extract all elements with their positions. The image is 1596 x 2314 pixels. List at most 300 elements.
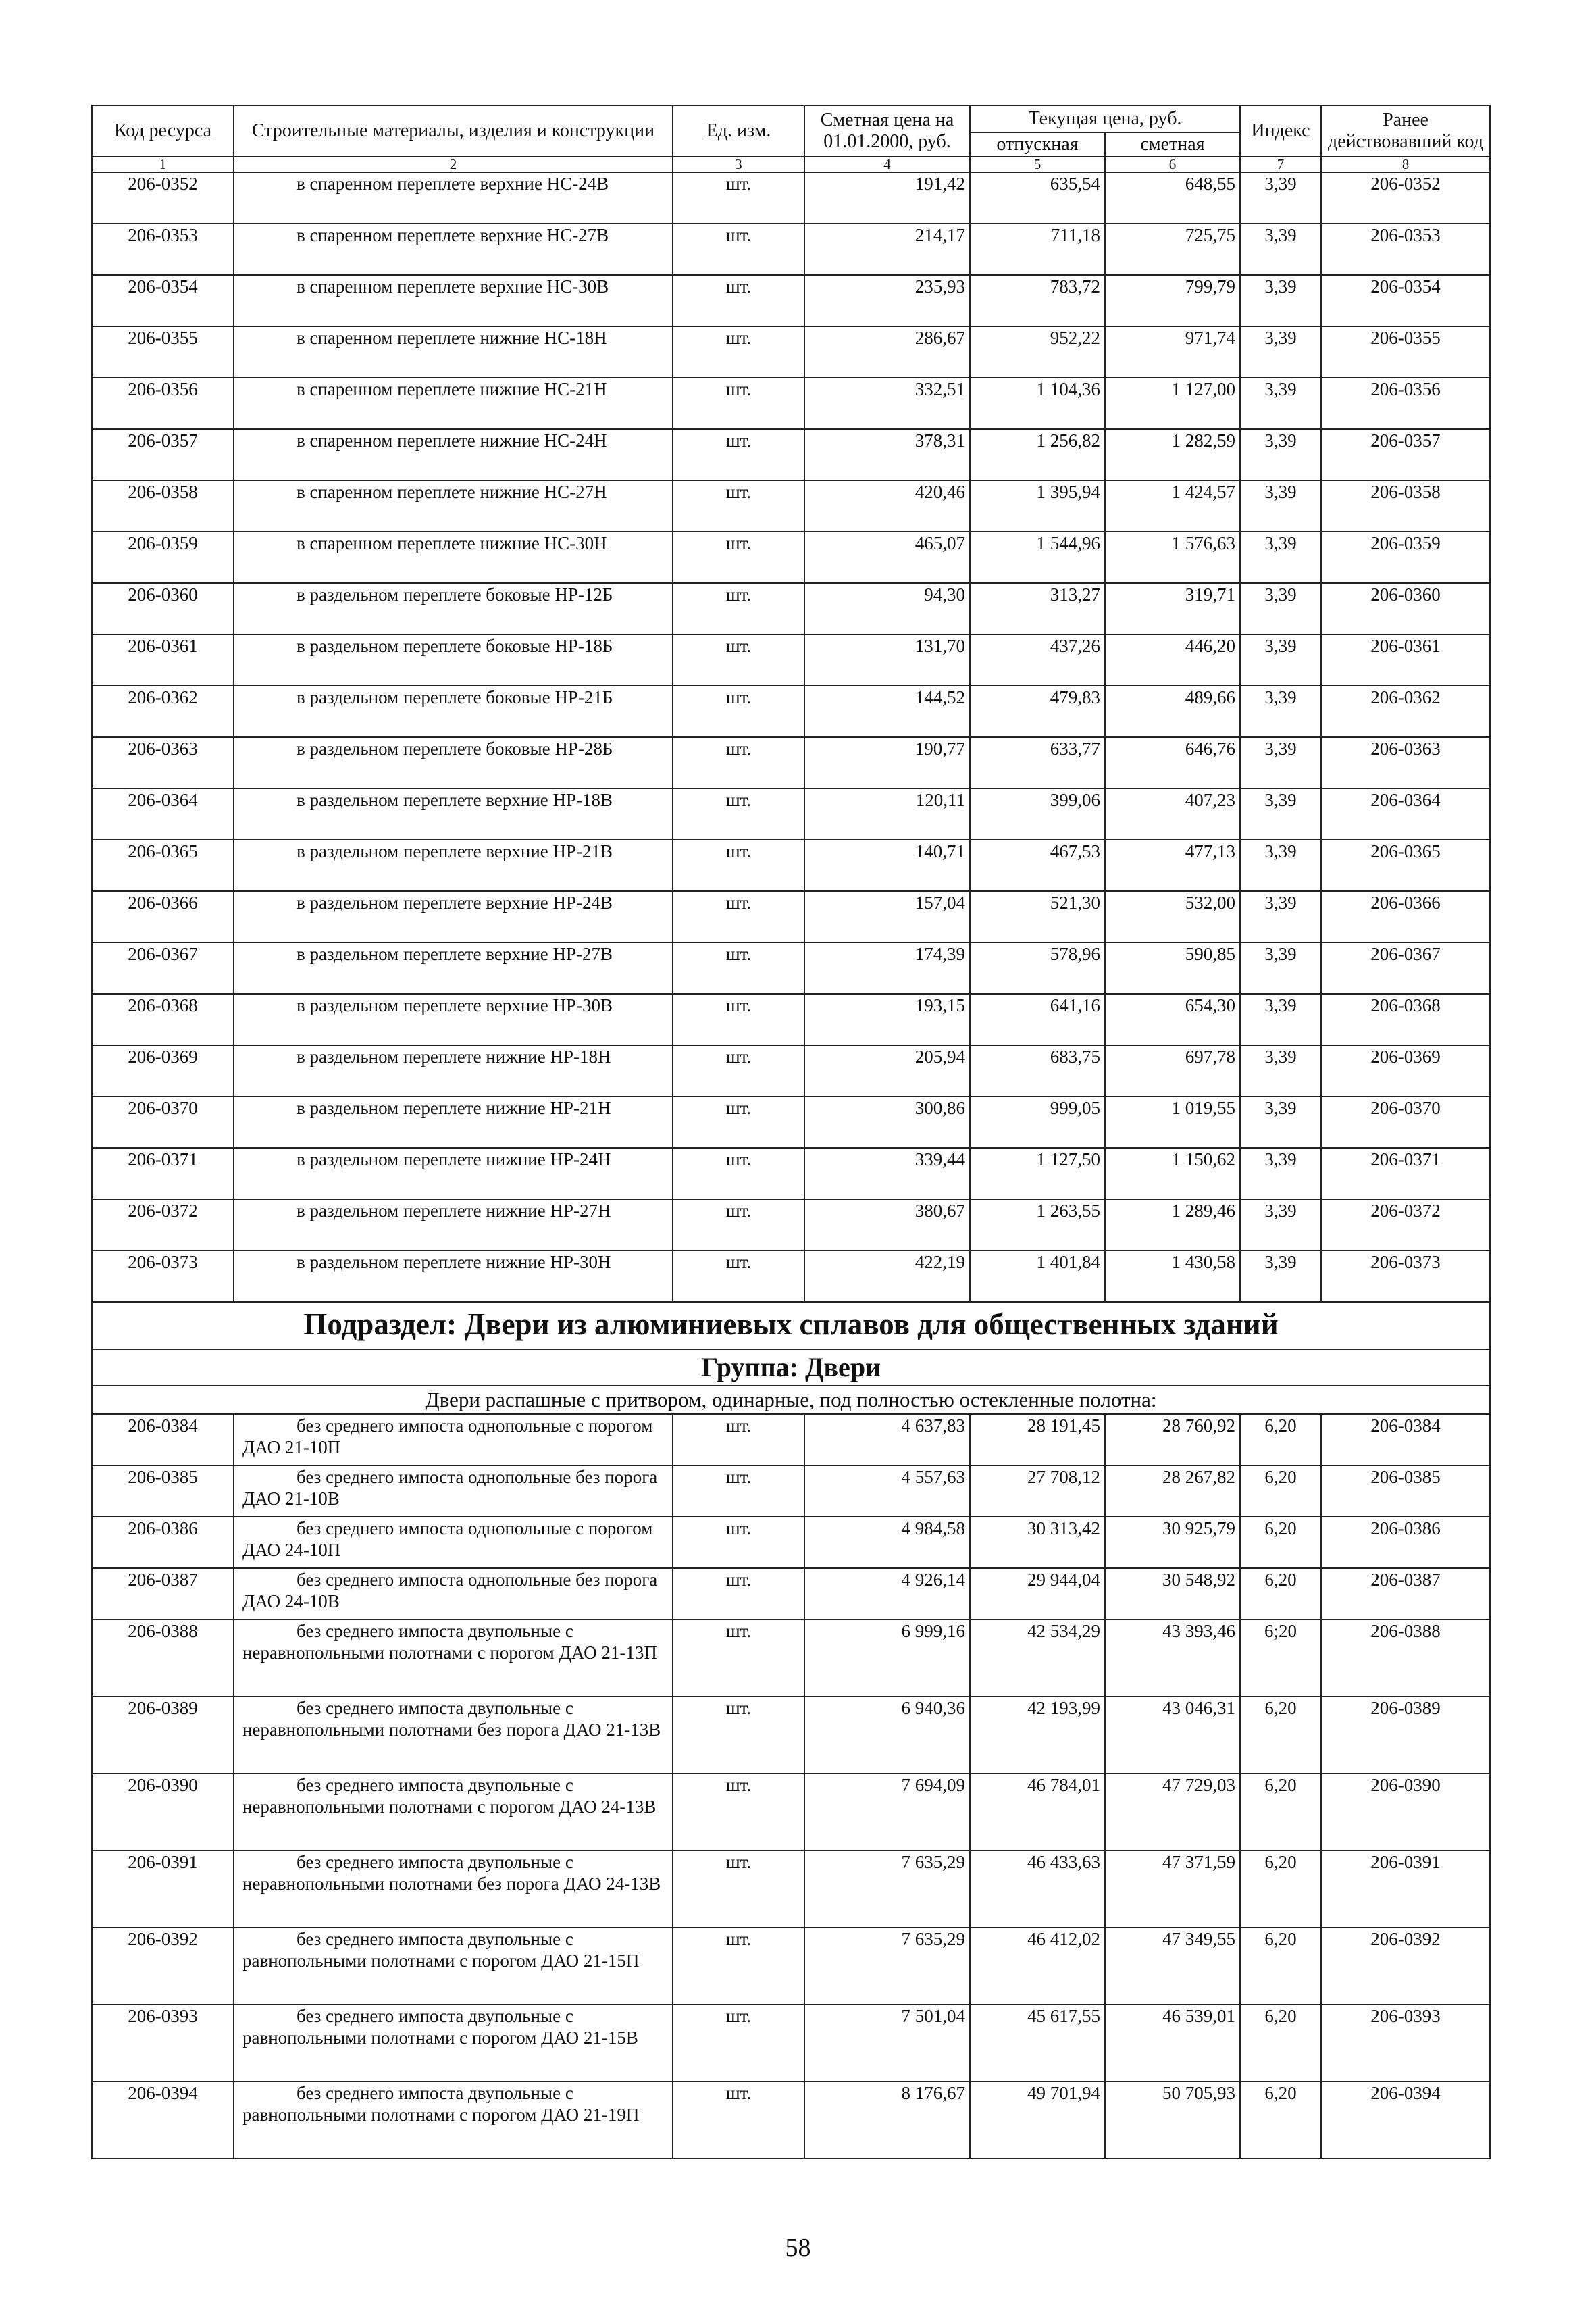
table-row	[92, 1465, 1490, 1517]
resource-code: 206-0358	[92, 480, 234, 532]
price-index: 3,39	[1240, 429, 1321, 480]
estimate-price: 971,74	[1105, 326, 1240, 378]
price-index: 3,39	[1240, 326, 1321, 378]
material-name	[234, 891, 673, 942]
wholesale-price: 1 401,84	[970, 1251, 1105, 1302]
wholesale-price: 30 313,42	[970, 1517, 1105, 1568]
unit-of-measure: шт.	[673, 378, 804, 429]
wholesale-price: 42 534,29	[970, 1619, 1105, 1696]
base-price: 465,07	[804, 532, 970, 583]
unit-of-measure: шт.	[673, 1251, 804, 1302]
base-price: 8 176,67	[804, 2082, 970, 2159]
column-number: 4	[804, 157, 970, 172]
material-name-text: без среднего импоста однопольные без порога ДАО 24-10В	[242, 1569, 658, 1611]
previous-code: 206-0373	[1321, 1251, 1490, 1302]
unit-of-measure: шт.	[673, 1568, 804, 1619]
table-row	[92, 532, 1490, 583]
previous-code: 206-0388	[1321, 1619, 1490, 1696]
material-name	[234, 1251, 673, 1302]
price-index: 3,39	[1240, 532, 1321, 583]
material-name-text: в спаренном переплете нижние НС-24Н	[297, 430, 607, 451]
wholesale-price: 28 191,45	[970, 1414, 1105, 1465]
estimate-price: 407,23	[1105, 788, 1240, 840]
table-row	[92, 583, 1490, 634]
material-name	[234, 686, 673, 737]
resource-code: 206-0391	[92, 1851, 234, 1928]
material-name-text: в раздельном переплете нижние НР-30Н	[297, 1252, 611, 1272]
price-index: 6,20	[1240, 1774, 1321, 1851]
previous-code: 206-0366	[1321, 891, 1490, 942]
unit-of-measure: шт.	[673, 994, 804, 1045]
estimate-price: 799,79	[1105, 275, 1240, 326]
column-number: 7	[1240, 157, 1321, 172]
price-index: 6;20	[1240, 1619, 1321, 1696]
resource-code: 206-0393	[92, 2005, 234, 2082]
unit-of-measure: шт.	[673, 942, 804, 994]
unit-of-measure: шт.	[673, 1465, 804, 1517]
material-name	[234, 275, 673, 326]
previous-code: 206-0353	[1321, 224, 1490, 275]
unit-of-measure: шт.	[673, 891, 804, 942]
estimate-price: 30 925,79	[1105, 1517, 1240, 1568]
resource-code: 206-0367	[92, 942, 234, 994]
estimate-price: 654,30	[1105, 994, 1240, 1045]
estimate-price: 28 267,82	[1105, 1465, 1240, 1517]
price-index: 3,39	[1240, 583, 1321, 634]
estimate-price: 30 548,92	[1105, 1568, 1240, 1619]
unit-of-measure: шт.	[673, 1199, 804, 1251]
resource-code: 206-0360	[92, 583, 234, 634]
price-index: 3,39	[1240, 840, 1321, 891]
resource-code: 206-0357	[92, 429, 234, 480]
estimate-price: 477,13	[1105, 840, 1240, 891]
estimate-price: 1 424,57	[1105, 480, 1240, 532]
price-index: 3,39	[1240, 994, 1321, 1045]
wholesale-price: 1 104,36	[970, 378, 1105, 429]
header-current-price: Текущая цена, руб.	[970, 105, 1240, 132]
material-name-text: без среднего импоста двупольные с неравнопольными полотнами с порогом ДАО 24-13В	[242, 1775, 657, 1817]
material-name	[234, 737, 673, 788]
table-row	[92, 1199, 1490, 1251]
price-index: 3,39	[1240, 686, 1321, 737]
material-name-text: в раздельном переплете верхние НР-27В	[297, 944, 613, 964]
base-price: 144,52	[804, 686, 970, 737]
material-name-text: в раздельном переплете верхние НР-30В	[297, 995, 613, 1015]
material-name-text: в раздельном переплете нижние НР-27Н	[297, 1201, 611, 1221]
table-row	[92, 1517, 1490, 1568]
estimate-price: 47 349,55	[1105, 1928, 1240, 2005]
estimate-price: 1 127,00	[1105, 378, 1240, 429]
material-name	[234, 1465, 673, 1517]
material-name-text: в раздельном переплете нижние НР-21Н	[297, 1098, 611, 1118]
material-name-text: в спаренном переплете верхние НС-27В	[297, 225, 609, 245]
resource-code: 206-0390	[92, 1774, 234, 1851]
wholesale-price: 635,54	[970, 172, 1105, 224]
material-name-text: в раздельном переплете боковые НР-18Б	[297, 636, 613, 656]
material-name	[234, 840, 673, 891]
wholesale-price: 45 617,55	[970, 2005, 1105, 2082]
resource-code: 206-0355	[92, 326, 234, 378]
material-name-text: без среднего импоста двупольные с равнопольными полотнами с порогом ДАО 21-15П	[242, 1929, 640, 1971]
unit-of-measure: шт.	[673, 1414, 804, 1465]
material-name-text: в спаренном переплете верхние НС-30В	[297, 276, 609, 297]
base-price: 7 501,04	[804, 2005, 970, 2082]
price-index: 3,39	[1240, 1045, 1321, 1097]
resource-code: 206-0361	[92, 634, 234, 686]
unit-of-measure: шт.	[673, 224, 804, 275]
table-row	[92, 1251, 1490, 1302]
resource-code: 206-0392	[92, 1928, 234, 2005]
previous-code: 206-0354	[1321, 275, 1490, 326]
column-number: 3	[673, 157, 804, 172]
estimate-price: 446,20	[1105, 634, 1240, 686]
base-price: 4 984,58	[804, 1517, 970, 1568]
header-previous-code: Ранее действовавший код	[1321, 105, 1490, 157]
price-table	[91, 105, 1491, 2159]
wholesale-price: 711,18	[970, 224, 1105, 275]
table-row	[92, 840, 1490, 891]
wholesale-price: 46 433,63	[970, 1851, 1105, 1928]
unit-of-measure: шт.	[673, 1851, 804, 1928]
base-price: 339,44	[804, 1148, 970, 1199]
table-row	[92, 994, 1490, 1045]
material-name	[234, 532, 673, 583]
material-name	[234, 1148, 673, 1199]
material-name	[234, 1568, 673, 1619]
unit-of-measure: шт.	[673, 1148, 804, 1199]
previous-code: 206-0370	[1321, 1097, 1490, 1148]
group-description-row	[92, 1386, 1490, 1414]
wholesale-price: 1 263,55	[970, 1199, 1105, 1251]
resource-code: 206-0387	[92, 1568, 234, 1619]
material-name-text: в раздельном переплете боковые НР-21Б	[297, 687, 613, 707]
base-price: 6 940,36	[804, 1696, 970, 1774]
wholesale-price: 42 193,99	[970, 1696, 1105, 1774]
resource-code: 206-0384	[92, 1414, 234, 1465]
resource-code: 206-0369	[92, 1045, 234, 1097]
unit-of-measure: шт.	[673, 788, 804, 840]
previous-code: 206-0358	[1321, 480, 1490, 532]
previous-code: 206-0355	[1321, 326, 1490, 378]
wholesale-price: 1 544,96	[970, 532, 1105, 583]
base-price: 7 635,29	[804, 1851, 970, 1928]
previous-code: 206-0390	[1321, 1774, 1490, 1851]
previous-code: 206-0362	[1321, 686, 1490, 737]
table-row	[92, 2005, 1490, 2082]
material-name-text: без среднего импоста однопольные без порога ДАО 21-10В	[242, 1467, 658, 1509]
material-name	[234, 634, 673, 686]
header-row	[92, 105, 1490, 132]
table-row	[92, 1414, 1490, 1465]
price-index: 3,39	[1240, 634, 1321, 686]
base-price: 286,67	[804, 326, 970, 378]
price-index: 3,39	[1240, 788, 1321, 840]
estimate-price: 590,85	[1105, 942, 1240, 994]
price-index: 6,20	[1240, 1465, 1321, 1517]
wholesale-price: 29 944,04	[970, 1568, 1105, 1619]
table-row	[92, 737, 1490, 788]
base-price: 4 637,83	[804, 1414, 970, 1465]
resource-code: 206-0366	[92, 891, 234, 942]
estimate-price: 1 282,59	[1105, 429, 1240, 480]
material-name	[234, 583, 673, 634]
resource-code: 206-0388	[92, 1619, 234, 1696]
previous-code: 206-0352	[1321, 172, 1490, 224]
column-number: 5	[970, 157, 1105, 172]
material-name-text: без среднего импоста двупольные с равнопольными полотнами с порогом ДАО 21-15В	[242, 2006, 638, 2048]
unit-of-measure: шт.	[673, 2005, 804, 2082]
unit-of-measure: шт.	[673, 1517, 804, 1568]
table-row	[92, 1928, 1490, 2005]
estimate-price: 1 019,55	[1105, 1097, 1240, 1148]
wholesale-price: 999,05	[970, 1097, 1105, 1148]
wholesale-price: 641,16	[970, 994, 1105, 1045]
unit-of-measure: шт.	[673, 429, 804, 480]
previous-code: 206-0359	[1321, 532, 1490, 583]
base-price: 420,46	[804, 480, 970, 532]
table-row	[92, 788, 1490, 840]
previous-code: 206-0385	[1321, 1465, 1490, 1517]
estimate-price: 1 576,63	[1105, 532, 1240, 583]
resource-code: 206-0371	[92, 1148, 234, 1199]
wholesale-price: 1 395,94	[970, 480, 1105, 532]
wholesale-price: 683,75	[970, 1045, 1105, 1097]
material-name-text: без среднего импоста двупольные с неравнопольными полотнами с порогом ДАО 21-13П	[242, 1621, 657, 1663]
price-index: 6,20	[1240, 1696, 1321, 1774]
resource-code: 206-0356	[92, 378, 234, 429]
resource-code: 206-0373	[92, 1251, 234, 1302]
previous-code: 206-0369	[1321, 1045, 1490, 1097]
group-description: Двери распашные с притвором, одинарные, под полностью остекленные полотна:	[92, 1386, 1490, 1414]
wholesale-price: 399,06	[970, 788, 1105, 840]
material-name	[234, 2005, 673, 2082]
table-row	[92, 1568, 1490, 1619]
price-table-body	[92, 105, 1490, 2159]
table-row	[92, 326, 1490, 378]
unit-of-measure: шт.	[673, 326, 804, 378]
estimate-price: 319,71	[1105, 583, 1240, 634]
base-price: 7 694,09	[804, 1774, 970, 1851]
price-table-sheet	[91, 105, 1489, 2159]
price-index: 3,39	[1240, 1148, 1321, 1199]
wholesale-price: 578,96	[970, 942, 1105, 994]
unit-of-measure: шт.	[673, 480, 804, 532]
material-name	[234, 1619, 673, 1696]
base-price: 191,42	[804, 172, 970, 224]
wholesale-price: 479,83	[970, 686, 1105, 737]
column-number: 1	[92, 157, 234, 172]
estimate-price: 1 430,58	[1105, 1251, 1240, 1302]
estimate-price: 648,55	[1105, 172, 1240, 224]
previous-code: 206-0393	[1321, 2005, 1490, 2082]
previous-code: 206-0394	[1321, 2082, 1490, 2159]
table-row	[92, 1696, 1490, 1774]
resource-code: 206-0354	[92, 275, 234, 326]
material-name-text: в спаренном переплете нижние НС-18Н	[297, 328, 607, 348]
resource-code: 206-0385	[92, 1465, 234, 1517]
material-name-text: в раздельном переплете нижние НР-18Н	[297, 1047, 611, 1067]
resource-code: 206-0372	[92, 1199, 234, 1251]
base-price: 190,77	[804, 737, 970, 788]
material-name	[234, 326, 673, 378]
price-index: 6,20	[1240, 1517, 1321, 1568]
material-name-text: в раздельном переплете верхние НР-18В	[297, 790, 613, 810]
material-name-text: без среднего импоста однопольные с порогом ДАО 24-10П	[242, 1518, 653, 1560]
resource-code: 206-0364	[92, 788, 234, 840]
estimate-price: 46 539,01	[1105, 2005, 1240, 2082]
previous-code: 206-0389	[1321, 1696, 1490, 1774]
subsection-row	[92, 1302, 1490, 1349]
previous-code: 206-0392	[1321, 1928, 1490, 2005]
subsection-title: Подраздел: Двери из алюминиевых сплавов для общественных зданий	[92, 1302, 1490, 1349]
header-name: Строительные материалы, изделия и конструкции	[234, 105, 673, 157]
wholesale-price: 633,77	[970, 737, 1105, 788]
price-index: 6,20	[1240, 2082, 1321, 2159]
price-index: 3,39	[1240, 480, 1321, 532]
group-title: Группа: Двери	[92, 1349, 1490, 1386]
wholesale-price: 952,22	[970, 326, 1105, 378]
material-name	[234, 224, 673, 275]
unit-of-measure: шт.	[673, 1097, 804, 1148]
resource-code: 206-0389	[92, 1696, 234, 1774]
material-name	[234, 1097, 673, 1148]
table-row	[92, 480, 1490, 532]
material-name	[234, 480, 673, 532]
estimate-price: 28 760,92	[1105, 1414, 1240, 1465]
price-index: 3,39	[1240, 891, 1321, 942]
estimate-price: 489,66	[1105, 686, 1240, 737]
table-row	[92, 1097, 1490, 1148]
base-price: 380,67	[804, 1199, 970, 1251]
unit-of-measure: шт.	[673, 532, 804, 583]
table-row	[92, 1619, 1490, 1696]
header-index: Индекс	[1240, 105, 1321, 157]
estimate-price: 697,78	[1105, 1045, 1240, 1097]
unit-of-measure: шт.	[673, 2082, 804, 2159]
page-number: 58	[785, 2234, 811, 2262]
base-price: 235,93	[804, 275, 970, 326]
material-name-text: в спаренном переплете верхние НС-24В	[297, 174, 609, 194]
base-price: 422,19	[804, 1251, 970, 1302]
resource-code: 206-0359	[92, 532, 234, 583]
material-name	[234, 1045, 673, 1097]
group-row	[92, 1349, 1490, 1386]
price-index: 6,20	[1240, 1568, 1321, 1619]
material-name-text: в спаренном переплете нижние НС-30Н	[297, 533, 607, 553]
header-code: Код ресурса	[92, 105, 234, 157]
price-index: 3,39	[1240, 1251, 1321, 1302]
unit-of-measure: шт.	[673, 1619, 804, 1696]
header-estimate: сметная	[1105, 132, 1240, 157]
unit-of-measure: шт.	[673, 172, 804, 224]
wholesale-price: 49 701,94	[970, 2082, 1105, 2159]
estimate-price: 47 729,03	[1105, 1774, 1240, 1851]
price-index: 3,39	[1240, 172, 1321, 224]
estimate-price: 50 705,93	[1105, 2082, 1240, 2159]
resource-code: 206-0365	[92, 840, 234, 891]
table-row	[92, 1774, 1490, 1851]
base-price: 378,31	[804, 429, 970, 480]
material-name	[234, 942, 673, 994]
price-index: 3,39	[1240, 1097, 1321, 1148]
base-price: 4 926,14	[804, 1568, 970, 1619]
wholesale-price: 27 708,12	[970, 1465, 1105, 1517]
previous-code: 206-0384	[1321, 1414, 1490, 1465]
material-name	[234, 1851, 673, 1928]
base-price: 120,11	[804, 788, 970, 840]
wholesale-price: 437,26	[970, 634, 1105, 686]
base-price: 7 635,29	[804, 1928, 970, 2005]
previous-code: 206-0361	[1321, 634, 1490, 686]
material-name	[234, 378, 673, 429]
previous-code: 206-0364	[1321, 788, 1490, 840]
column-number: 8	[1321, 157, 1490, 172]
estimate-price: 725,75	[1105, 224, 1240, 275]
resource-code: 206-0394	[92, 2082, 234, 2159]
previous-code: 206-0363	[1321, 737, 1490, 788]
base-price: 174,39	[804, 942, 970, 994]
material-name	[234, 994, 673, 1045]
material-name-text: без среднего импоста двупольные с равнопольными полотнами с порогом ДАО 21-19П	[242, 2083, 640, 2125]
wholesale-price: 46 412,02	[970, 1928, 1105, 2005]
estimate-price: 43 046,31	[1105, 1696, 1240, 1774]
material-name-text: в спаренном переплете нижние НС-27Н	[297, 482, 607, 502]
unit-of-measure: шт.	[673, 686, 804, 737]
previous-code: 206-0387	[1321, 1568, 1490, 1619]
estimate-price: 47 371,59	[1105, 1851, 1240, 1928]
base-price: 4 557,63	[804, 1465, 970, 1517]
resource-code: 206-0386	[92, 1517, 234, 1568]
material-name	[234, 1414, 673, 1465]
unit-of-measure: шт.	[673, 1696, 804, 1774]
table-row	[92, 378, 1490, 429]
unit-of-measure: шт.	[673, 275, 804, 326]
table-row	[92, 275, 1490, 326]
column-number: 2	[234, 157, 673, 172]
base-price: 205,94	[804, 1045, 970, 1097]
wholesale-price: 521,30	[970, 891, 1105, 942]
base-price: 193,15	[804, 994, 970, 1045]
price-index: 6,20	[1240, 1928, 1321, 2005]
material-name-text: в раздельном переплете боковые НР-28Б	[297, 738, 613, 759]
price-index: 3,39	[1240, 275, 1321, 326]
table-row	[92, 2082, 1490, 2159]
material-name-text: без среднего импоста двупольные с неравнопольными полотнами без порога ДАО 24-13В	[242, 1852, 661, 1894]
price-index: 3,39	[1240, 378, 1321, 429]
price-index: 3,39	[1240, 224, 1321, 275]
material-name	[234, 1928, 673, 2005]
unit-of-measure: шт.	[673, 634, 804, 686]
table-row	[92, 429, 1490, 480]
material-name-text: без среднего импоста однопольные с порогом ДАО 21-10П	[242, 1415, 653, 1457]
unit-of-measure: шт.	[673, 737, 804, 788]
material-name-text: в раздельном переплете нижние НР-24Н	[297, 1149, 611, 1169]
resource-code: 206-0353	[92, 224, 234, 275]
material-name	[234, 172, 673, 224]
base-price: 157,04	[804, 891, 970, 942]
header-wholesale: отпускная	[970, 132, 1105, 157]
wholesale-price: 783,72	[970, 275, 1105, 326]
material-name-text: в раздельном переплете верхние НР-24В	[297, 892, 613, 913]
unit-of-measure: шт.	[673, 1928, 804, 2005]
base-price: 332,51	[804, 378, 970, 429]
material-name	[234, 429, 673, 480]
previous-code: 206-0386	[1321, 1517, 1490, 1568]
table-row	[92, 224, 1490, 275]
table-row	[92, 1851, 1490, 1928]
price-index: 6,20	[1240, 2005, 1321, 2082]
base-price: 140,71	[804, 840, 970, 891]
